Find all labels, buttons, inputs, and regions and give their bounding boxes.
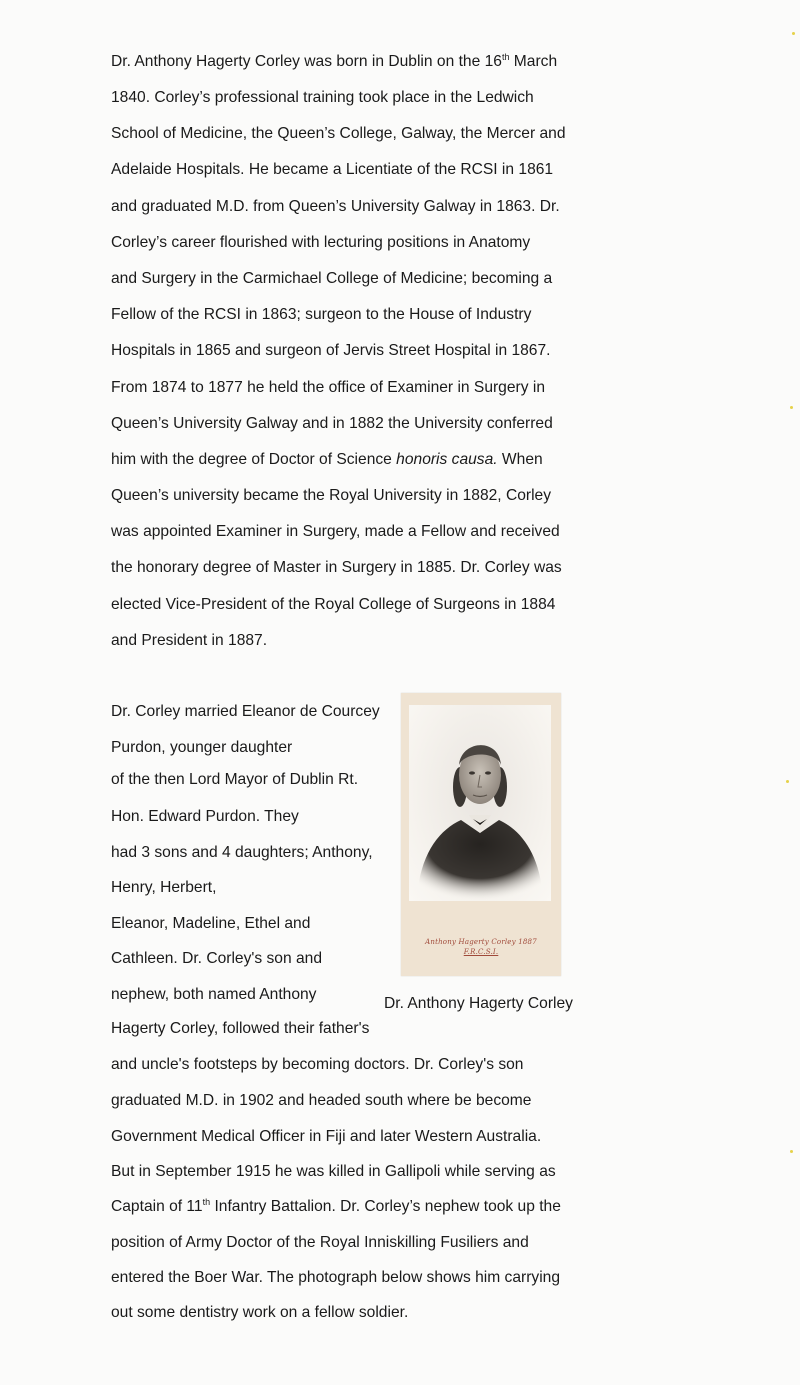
text-line: of the then Lord Mayor of Dublin Rt. [111,771,359,788]
text-line: had 3 sons and 4 daughters; Anthony, [111,844,373,861]
text-line: and graduated M.D. from Queen’s University Galway in 1863. Dr. [111,198,560,215]
text-line: and Surgery in the Carmichael College of Medicine; becoming a [111,270,553,287]
text-line: From 1874 to 1877 he held the office of Examiner in Surgery in [111,379,545,396]
text-line: Dr. Corley married Eleanor de Courcey [111,703,380,720]
text-line: Captain of 11th Infantry Battalion. Dr. Corley’s nephew took up the [111,1197,561,1215]
text-line: Henry, Herbert, [111,879,217,896]
photo-inscription: Anthony Hagerty Corley 1887 F.R.C.S.I. [425,938,537,956]
text-line: School of Medicine, the Queen’s College, Galway, the Mercer and [111,125,566,142]
scan-speck [790,406,793,409]
text-line: 1840. Corley’s professional training took place in the Ledwich [111,89,534,106]
text-line: and President in 1887. [111,632,268,649]
text-line: Purdon, younger daughter [111,739,293,756]
text-line: Fellow of the RCSI in 1863; surgeon to the House of Industry [111,306,532,323]
portrait-photograph [401,693,561,976]
text-line: Hospitals in 1865 and surgeon of Jervis Street Hospital in 1867. [111,342,551,359]
text-line: him with the degree of Doctor of Science honoris causa. When [111,451,543,468]
text-line: and uncle's footsteps by becoming doctors. Dr. Corley's son [111,1056,524,1073]
scan-speck [790,1150,793,1153]
photo-caption: Dr. Anthony Hagerty Corley [384,995,573,1012]
text-line: Cathleen. Dr. Corley's son and [111,950,323,967]
portrait-image [409,705,551,901]
text-line: entered the Boer War. The photograph below shows him carrying [111,1269,560,1286]
text-line: Dr. Anthony Hagerty Corley was born in Dublin on the 16th March [111,52,558,70]
text-line: Hagerty Corley, followed their father's [111,1020,370,1037]
text-line: the honorary degree of Master in Surgery in 1885. Dr. Corley was [111,559,562,576]
text-line: Queen’s university became the Royal University in 1882, Corley [111,487,552,504]
text-line: was appointed Examiner in Surgery, made a Fellow and received [111,523,560,540]
text-line: position of Army Doctor of the Royal Inniskilling Fusiliers and [111,1234,529,1251]
text-line: out some dentistry work on a fellow soldier. [111,1304,409,1321]
text-line: Adelaide Hospitals. He became a Licentiate of the RCSI in 1861 [111,161,554,178]
text-line: Queen’s University Galway and in 1882 the University conferred [111,415,553,432]
text-line: Hon. Edward Purdon. They [111,808,299,825]
text-line: nephew, both named Anthony [111,986,317,1003]
scan-speck [786,780,789,783]
portrait-figure [409,705,551,901]
text-line: Government Medical Officer in Fiji and later Western Australia. [111,1128,542,1145]
scan-speck [792,32,795,35]
text-line: graduated M.D. in 1902 and headed south where be become [111,1092,532,1109]
text-line: But in September 1915 he was killed in Gallipoli while serving as [111,1163,556,1180]
text-line: Eleanor, Madeline, Ethel and [111,915,311,932]
text-line: elected Vice-President of the Royal College of Surgeons in 1884 [111,596,556,613]
text-line: Corley’s career flourished with lecturing positions in Anatomy [111,234,531,251]
